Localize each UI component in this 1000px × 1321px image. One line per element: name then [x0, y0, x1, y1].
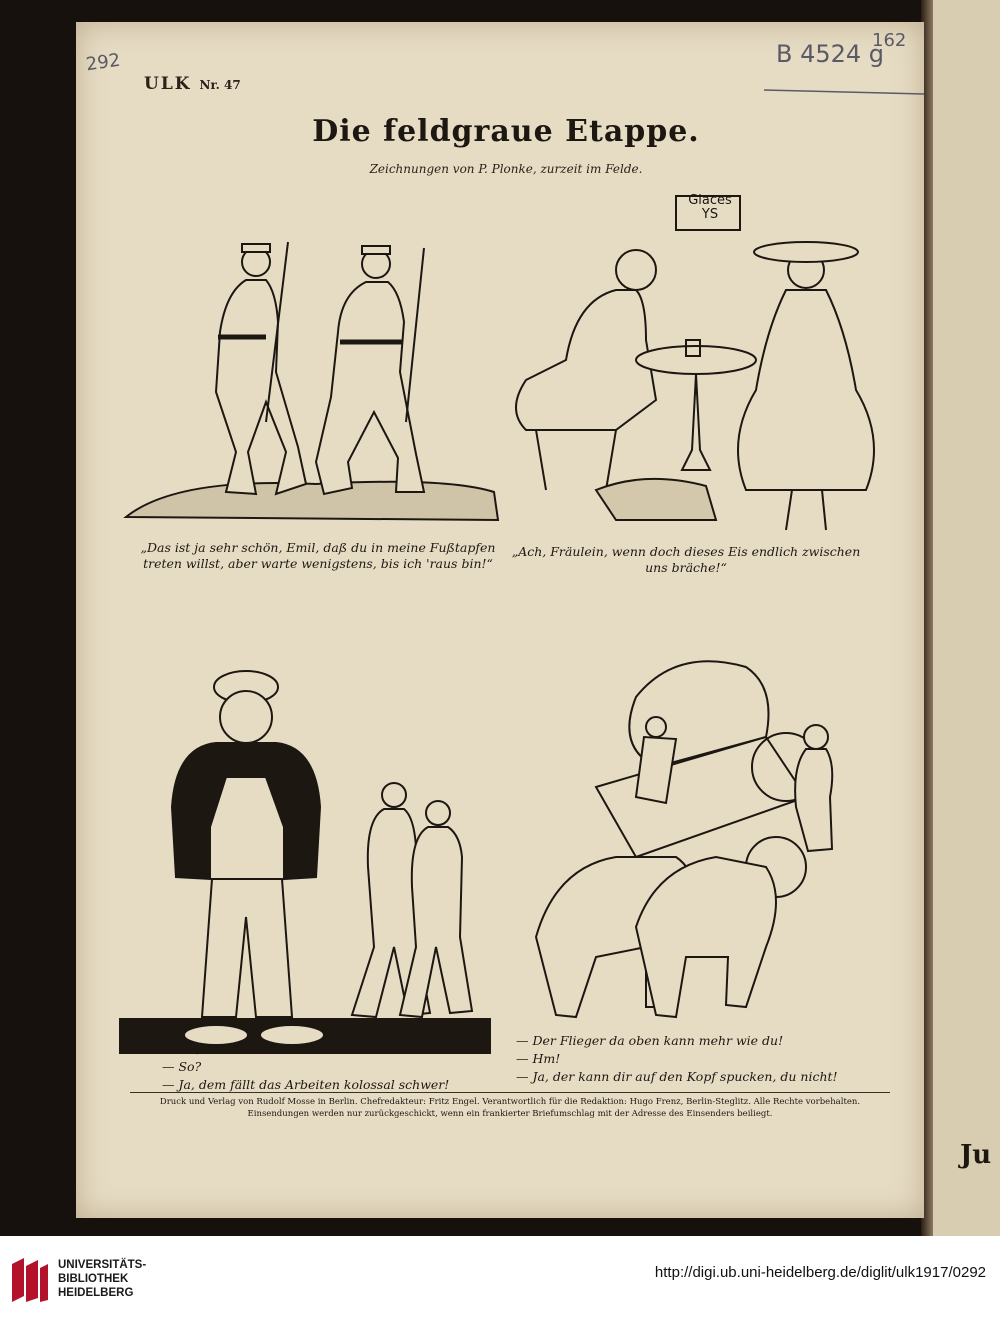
dialogue-panel-4	[516, 1032, 838, 1086]
glaces-sign-top: Glaces	[688, 193, 732, 208]
page-title: Die feldgraue Etappe.	[312, 114, 700, 149]
library-name	[58, 1258, 146, 1300]
permalink[interactable]: http://digi.ub.uni-heidelberg.de/diglit/ulk1917/0292	[654, 1264, 986, 1281]
caption-panel-2: „Ach, Fräulein, wenn doch dieses Eis endlich zwischen uns bräche!“	[511, 544, 861, 575]
imprint-note: Druck und Verlag von Rudolf Mosse in Berlin. Chefredakteur: Fritz Engel. Verantwortlich für die Redaktion: Hugo Frenz, Berlin-Steglitz. Alle Rechte vorbehalten. Einsendungen werden nur zurückgeschickt, wenn ein frankierter Briefumschlag mit der Adresse des Einsenders beiliegt.	[130, 1092, 890, 1120]
pencil-shelfmark: B 4524 g	[776, 40, 885, 68]
page-subtitle: Zeichnungen von P. Plonke, zurzeit im Felde.	[369, 162, 643, 176]
pencil-underline	[76, 88, 924, 98]
magazine-page	[76, 22, 924, 1218]
dialogue-line: — Hm!	[516, 1051, 561, 1066]
illustration-heavy-worker	[116, 647, 496, 1067]
dialogue-line: — Du, das is ooch 'n Schwerarbeiter!	[162, 1041, 399, 1056]
illustration-wagon-horses	[516, 637, 876, 1057]
university-library-logo-icon	[10, 1256, 50, 1304]
issue-number: Nr. 47	[199, 78, 241, 92]
dialogue-line: — Ja, dem fällt das Arbeiten kolossal schwer!	[162, 1077, 450, 1092]
pencil-page-mark: 292	[84, 49, 122, 76]
library-name-line: UNIVERSITÄTS-	[58, 1259, 147, 1271]
glaces-sign	[680, 194, 740, 222]
facing-page-text: Ju	[960, 1140, 992, 1170]
facing-page	[930, 0, 1000, 1236]
illustration-cafe-scene	[506, 190, 886, 530]
dialogue-panel-3	[162, 1040, 449, 1094]
caption-panel-1: „Das ist ja sehr schön, Emil, daß du in meine Fußtapfen treten willst, aber warte wenigstens, bis ich 'raus bin!“	[140, 540, 496, 571]
library-name-line: BIBLIOTHEK	[58, 1273, 129, 1285]
library-name-line: HEIDELBERG	[58, 1287, 134, 1299]
dialogue-line: — So?	[162, 1059, 202, 1074]
pencil-folio: 162	[872, 30, 907, 51]
viewer-footer	[0, 1236, 1000, 1321]
glaces-sign-bottom: YS	[701, 207, 719, 222]
dialogue-line: — Ja, der kann dir auf den Kopf spucken, du nicht!	[516, 1069, 838, 1084]
magazine-name: ULK	[144, 74, 192, 94]
illustration-soldiers-marching	[116, 222, 516, 552]
dialogue-line: — Der Flieger da oben kann mehr wie du!	[516, 1033, 784, 1048]
